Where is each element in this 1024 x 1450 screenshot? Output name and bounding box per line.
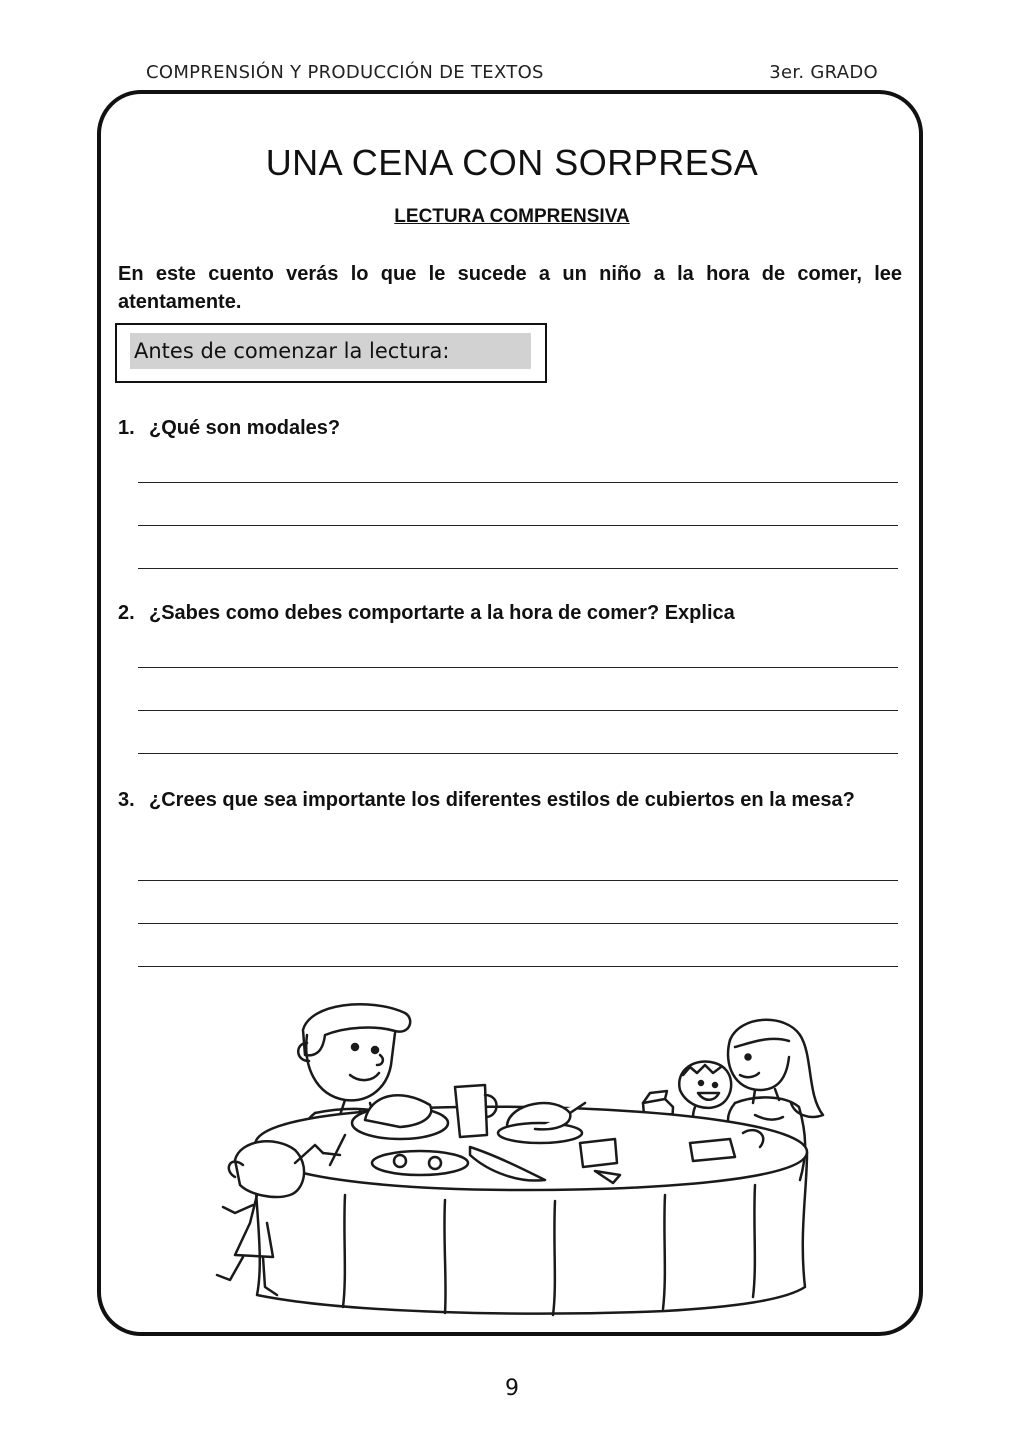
answer-line[interactable]: [138, 710, 898, 711]
page-number: 9: [505, 1376, 519, 1401]
question-number: 2.: [118, 602, 135, 624]
answer-line[interactable]: [138, 667, 898, 668]
header-subject: COMPRENSIÓN Y PRODUCCIÓN DE TEXTOS: [146, 62, 544, 83]
before-reading-label: Antes de comenzar la lectura:: [130, 333, 531, 369]
question-text: ¿Sabes como debes comportarte a la hora de comer? Explica: [149, 602, 735, 624]
page-header: [146, 62, 878, 92]
answer-line[interactable]: [138, 753, 898, 754]
question-3: [118, 785, 904, 815]
answer-line[interactable]: [138, 966, 898, 967]
header-grade: 3er. GRADO: [769, 62, 878, 83]
worksheet-subtitle: LECTURA COMPRENSIVA: [394, 206, 630, 227]
intro-text: En este cuento verás lo que le sucede a un niño a la hora de comer, lee atentamente.: [118, 263, 902, 313]
answer-line[interactable]: [138, 482, 898, 483]
question-1: [118, 413, 904, 443]
before-reading-box: [115, 323, 547, 383]
question-number: 3.: [118, 789, 135, 811]
question-number: 1.: [118, 417, 135, 439]
family-dinner-illustration: [195, 995, 840, 1320]
worksheet-title: UNA CENA CON SORPRESA: [265, 142, 759, 183]
question-2: [118, 598, 904, 628]
answer-line[interactable]: [138, 525, 898, 526]
answer-line[interactable]: [138, 568, 898, 569]
question-text: ¿Qué son modales?: [149, 417, 341, 439]
question-text: ¿Crees que sea importante los diferentes estilos de cubiertos en la mesa?: [149, 789, 855, 811]
answer-line[interactable]: [138, 880, 898, 881]
answer-line[interactable]: [138, 923, 898, 924]
